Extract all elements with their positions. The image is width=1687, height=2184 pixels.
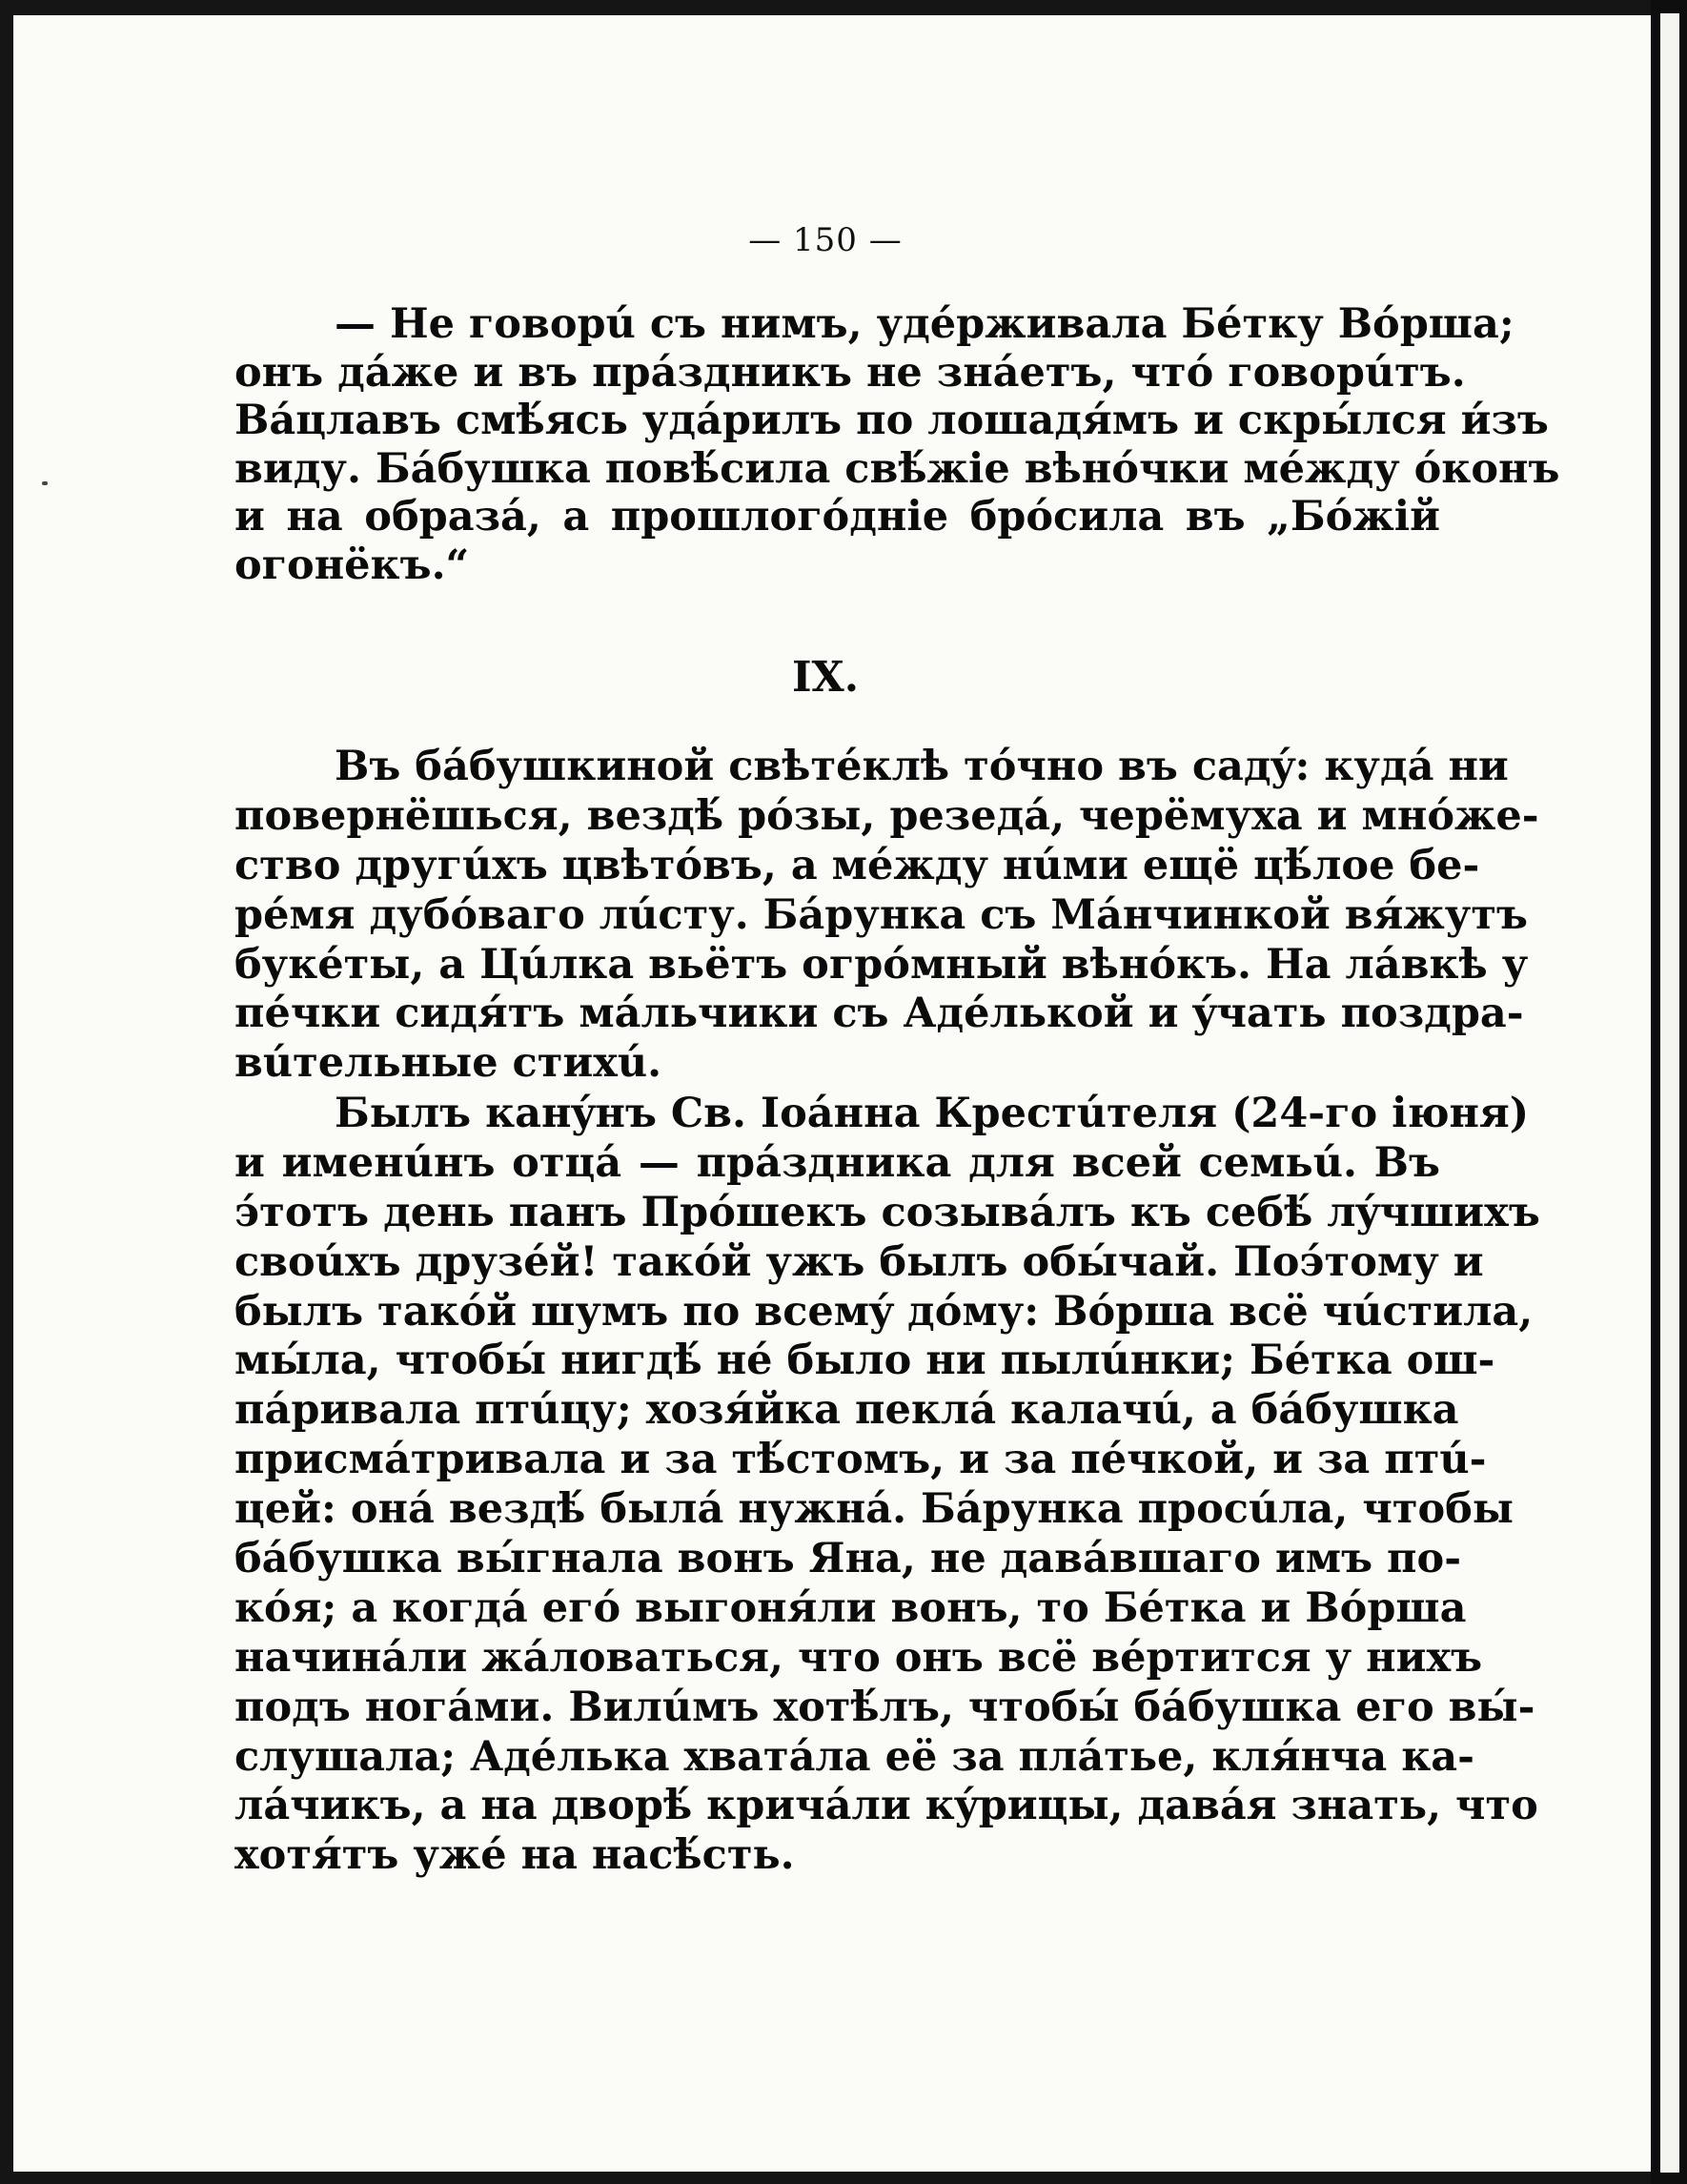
text-line: цей: онá вездѣ́ былá нужнá. Бáрунка просúла, чтобы [234,1485,1514,1534]
text-line: и на образá, а прошлогóдніе брóсила въ „Бóжій [234,493,1440,541]
text-line: лáчикъ, а на дворѣ́ кричáли кýрицы, давáя знать, что [234,1782,1538,1830]
page-number: — 150 — [748,221,903,259]
stray-ink-mark [42,481,48,485]
next-page-edge [1651,0,1687,2184]
chapter-heading: IX. [791,653,860,702]
text-line: Былъ канýнъ Св. Іоáнна Крестúтеля (24-го іюня) [335,1090,1530,1137]
paragraph-3 [234,1090,1540,1881]
text-line: мы́ла, чтобы́ нигдѣ́ нé было ни пылúнки; Бéтка ош- [234,1337,1495,1385]
paragraph-1 [234,300,1560,589]
text-line: и именúнъ отцá — прáздника для всей семьú. Въ [234,1138,1440,1187]
text-line: начинáли жáловаться, что онъ всё вéртится у нихъ [234,1633,1483,1682]
text-line: кóя; а когдá егó выгоня́ли вонъ, то Бéтка и Вóрша [234,1583,1467,1632]
text-line: пéчки сидя́тъ мáльчики съ Адéлькой и ýчать поздра- [234,990,1524,1038]
text-line: виду. Бáбушка повѣ́сила свѣ́жіе вѣнóчки мéжду óконъ [234,444,1560,493]
text-line: э́тотъ день панъ Прóшекъ созывáлъ къ себѣ́ лýчшихъ [234,1188,1540,1236]
text-line: подъ ногáми. Вилúмъ хотѣ́лъ, чтобы́ бáбушка его вы́- [234,1683,1535,1731]
text-line: присмáтривала и за тѣ́стомъ, и за пéчкой, и за птú- [234,1436,1487,1484]
text-line: бáбушка вы́гнала вонъ Яна, не давáвшаго имъ по- [234,1535,1462,1583]
text-line: ство другúхъ цвѣтóвъ, а мéжду нúми ещё цѣ́лое бе- [234,841,1480,889]
text-line: пáривала птúцу; хозя́йка пеклá калачú, а бáбушка [234,1386,1459,1435]
text-line: слушала; Адéлька хватáла её за плáтье, кля́нча ка- [234,1732,1475,1781]
text-line: повернёшься, вездѣ́ рóзы, резедá, черёмуха и мнóже- [234,791,1539,840]
text-line: рéмя дубóваго лúсту. Бáрунка съ Мáнчинкой вя́жутъ [234,890,1528,939]
paragraph-2 [234,743,1539,1089]
text-line: огонёкъ.“ [234,541,470,589]
text-line: хотя́тъ ужé на насѣ́сть. [234,1831,795,1880]
text-line: своúхъ друзéй! такóй ужъ былъ обы́чай. Поэ́тому и [234,1237,1484,1286]
text-line: букéты, а Цúлка вьётъ огрóмный вѣнóкъ. На лáвкѣ у [234,940,1529,989]
text-line: Въ бáбушкиной свѣтéклѣ тóчно въ садý: кудá ни [335,743,1509,790]
text-line: Вáцлавъ смѣ́ясь удáрилъ по лошадя́мъ и скры́лся и́зъ [234,397,1549,444]
text-line: — Не говорú съ нимъ, удéрживала Бéтку Вóрша; [335,300,1514,348]
text-line: вúтельные стихú. [234,1039,662,1088]
text-line: былъ такóй шумъ по всемý дóму: Вóрша всё чúстила, [234,1287,1534,1336]
text-line: онъ дáже и въ прáздникъ не знáетъ, чтó говорúтъ. [234,348,1466,397]
